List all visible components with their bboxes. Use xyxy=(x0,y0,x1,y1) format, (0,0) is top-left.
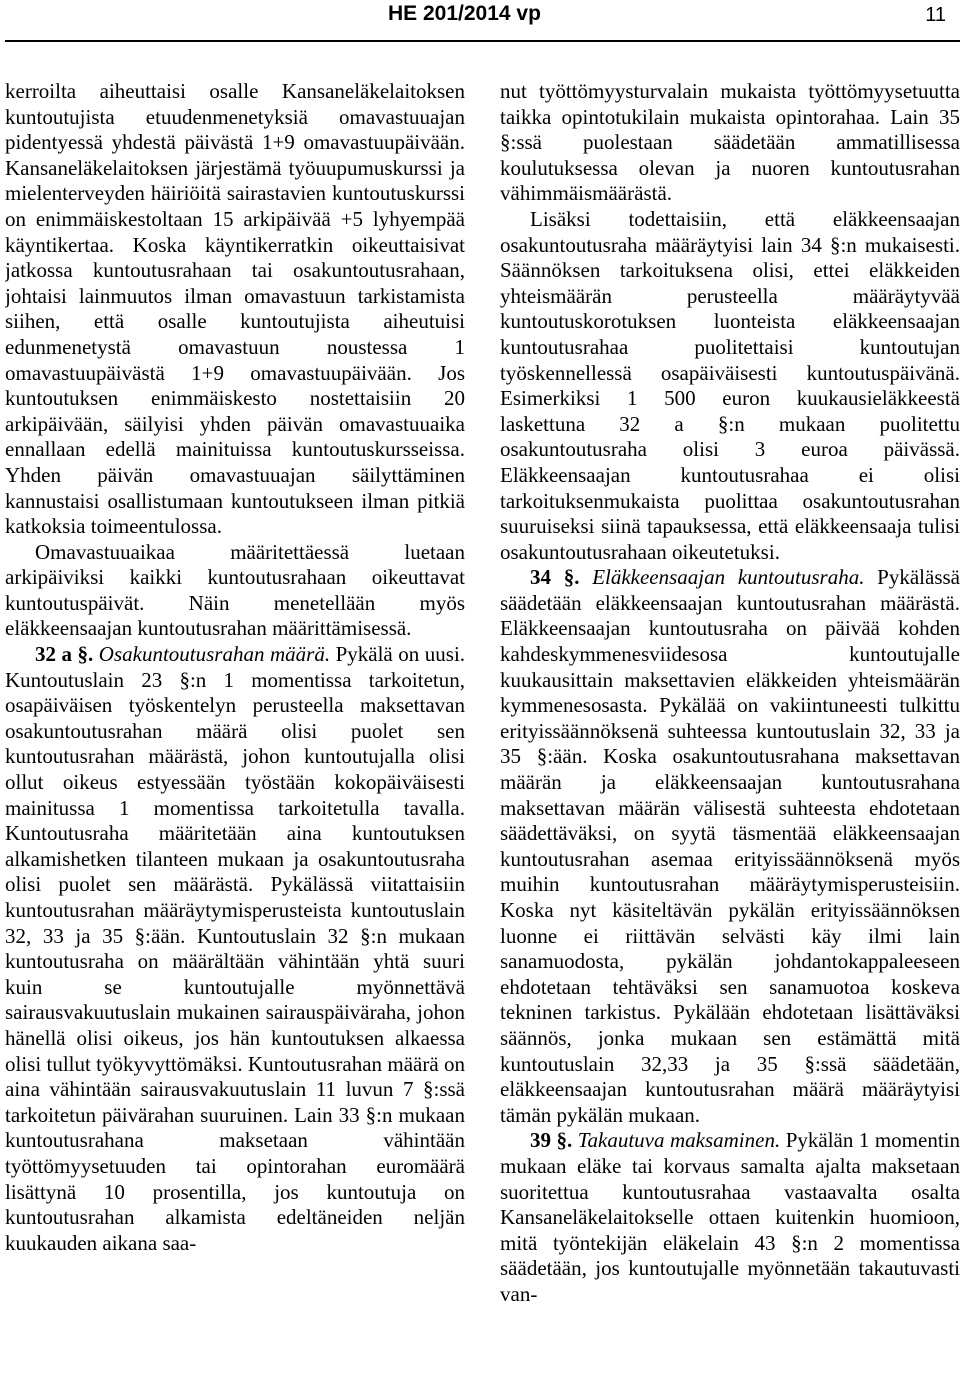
section-text: Pykälässä säädetään eläkkeensaajan kuntoutusrahan määrästä. Eläkkeensaajan kuntoutusraha on päivää kohden kahdeskymmenesviidesosa kuntoutujalle kuukausittain maksettavien eläkkeiden yhteismäärän kymmenesosasta. Pykälää on vakiintuneesti tulkittu erityissäännöksenä suhteessa kuntoutuslain 32, 33 ja 35 §:ään. Koska osakuntoutusrahana maksettavan määrän ja eläkkeensaajan kuntoutusrahana maksettavan määrän välisestä suhteesta ehdotetaan säädettäväksi, on syytä täsmentää eläkkeensaajan kuntoutusrahan asemaa erityissäännöksenä myös muihin kuntoutusrahan määräytymisperusteisiin. Koska nyt käsiteltävän pykälän erityissäännöksen luonne ei riittävän selvästi käy ilmi lain sanamuodosta, pykälän johdantokappaleeseen ehdotetaan tehtäväksi sen sanamuotoa koskeva tekninen tarkistus. Pykälään ehdotetaan lisättäväksi säännös, jonka mukaan sen estämättä mitä kuntoutuslain 32,33 ja 35 §:ssä säädetään, eläkkeensaajan kuntoutusrahan määrä määräytyisi tämän pykälän mukaan. xyxy=(500,565,960,1127)
section-number: 34 xyxy=(530,565,551,590)
section-paragraph xyxy=(5,642,465,1256)
section-text: Pykälä on uusi. Kuntoutuslain 23 §:n 1 momentissa tarkoitetun, osapäiväisen työskentelyn perusteella maksettavan osakuntoutusrahan määrä olisi puolet sen kuntoutusrahan määrästä, johon kuntoutujalla olisi ollut oikeus estyessään työstään kokopäiväisesti mainitussa 1 momentissa tarkoitetulla tavalla. Kuntoutusraha määritetään aina kuntoutuksen alkamishetken tilanteen mukaan ja osakuntoutusraha olisi puolet sen määrästä. Pykälässä viitattaisiin kuntoutusrahan määräytymisperusteista kuntoutuslain 32, 33 ja 35 §:ään. Kuntoutuslain 32 §:n mukaan kuntoutusraha on määrältään vähintään yhtä suuri kuin se kuntoutujalle myönnettävä sairausvakuutuslain mukainen sairauspäiväraha, johon hänellä olisi oikeus, jos hän kuntoutuksen alkaessa olisi tullut työkyvyttömäksi. Kuntoutusrahan määrä on aina vähintään sairausvakuutuslain 11 luvun 7 §:ssä tarkoitetun päivärahan suuruinen. Lain 33 §:n mukaan kuntoutusrahana maksetaan vähintään työttömyysetuuden tai opintorahan euromäärä lisättynä 10 prosentilla, jos kuntoutuja on kuntoutusrahan alkamista edeltäneiden neljän kuukauden aikana saa- xyxy=(5,642,465,1255)
page-number: 11 xyxy=(925,4,946,26)
section-title: Eläkkeensaajan kuntoutusraha. xyxy=(592,565,865,590)
section-title: Osakuntoutusrahan määrä. xyxy=(98,642,331,667)
section-sign: §. xyxy=(563,565,580,590)
section-sign: §. xyxy=(77,642,94,667)
section-paragraph xyxy=(500,1128,960,1307)
left-column xyxy=(5,79,465,1396)
paragraph: Omavastuuaikaa määritettäessä luetaan arkipäiviksi kaikki kuntoutusrahaan oikeuttavat kuntoutuspäivät. Näin menetellään myös eläkkeensaajan kuntoutusrahan määrittämisessä. xyxy=(5,539,465,641)
paragraph: Lisäksi todettaisiin, että eläkkeensaajan osakuntoutusraha määräytyisi lain 34 §:n mukaisesti. Säännöksen tarkoituksena olisi, ettei eläkkeiden yhteismäärän perusteella määräytyvää kuntoutuskorotuksen luonteista eläkkeensaajan kuntoutusrahaa puolitettaisi kuntoutujan työskennellessä osapäiväisesti kuntoutuspäivänä. Esimerkiksi 1 500 euron kuukausieläkkeestä laskettuna 32 a §:n mukaan puolitettu osakuntoutusraha olisi 3 euroa päivässä. Eläkkeensaajan kuntoutusrahaa ei olisi tarkoituksenmukaista puolittaa osakuntoutusrahan suuruiseksi siinä tapauksessa, että eläkkeensaaja tulisi osakuntoutusrahaan oikeutetuksi. xyxy=(500,206,960,564)
section-text: Pykälän 1 momentin mukaan eläke tai korvaus samalta ajalta maksetaan suoritettua kuntoutusrahaa vastaavalta osalta Kansaneläkelaitokselle ottaen kuitenkin huomioon, mitä työntekijän eläkelain 43 §:n 2 momentissa säädetään, jos kuntoutujalle myönnetään takautuvasti van- xyxy=(500,1128,960,1306)
section-paragraph xyxy=(500,565,960,1128)
section-sign: §. xyxy=(556,1128,573,1153)
header-rule xyxy=(5,40,960,42)
document-id: HE 201/2014 vp xyxy=(388,2,541,25)
section-number: 32 a xyxy=(35,642,73,667)
section-title: Takautuva maksaminen. xyxy=(577,1128,781,1153)
paragraph: kerroilta aiheuttaisi osalle Kansaneläkelaitoksen kuntoutujista etuudenmenetyksiä omavastuuajan pidentyessä yhdestä päivästä 1+9 omavastuupäivään. Kansaneläkelaitoksen järjestämä työuupumuskurssi ja mielenterveyden häiriöitä sairastavien kuntoutuskurssi on enimmäiskestoltaan 15 arkipäivää +5 lyhyempää käyntikertaa. Koska käyntikerratkin oikeuttaisivat jatkossa kuntoutusrahaan tai osakuntoutusrahaan, johtaisi lainmuutos ilman omavastuun tarkistamista siihen, että osalle kuntoutujista aiheutuisi edunmenetystä omavastuun noustessa 1 omavastuupäivästä 1+9 omavastuupäivään. Jos kuntoutuksen enimmäiskesto nostettaisiin 20 arkipäivään, säilyisi yhden päivän omavastuuaika ennallaan edellä mainituissa kuntoutuskursseissa. Yhden päivän omavastuuajan säilyttäminen kannustaisi osallistumaan kuntoutukseen ilman pitkiä katkoksia toimeentulossa. xyxy=(5,79,465,539)
section-number: 39 xyxy=(530,1128,551,1153)
page-header xyxy=(0,0,960,30)
paragraph: nut työttömyysturvalain mukaista työttömyysetuutta taikka opintotukilain mukaista opintorahaa. Lain 35 §:ssä puolestaan säädetään ammatillisessa koulutuksessa olevan ja nuoren kuntoutusrahan vähimmäismäärästä. xyxy=(500,79,960,206)
right-column xyxy=(500,79,960,1396)
